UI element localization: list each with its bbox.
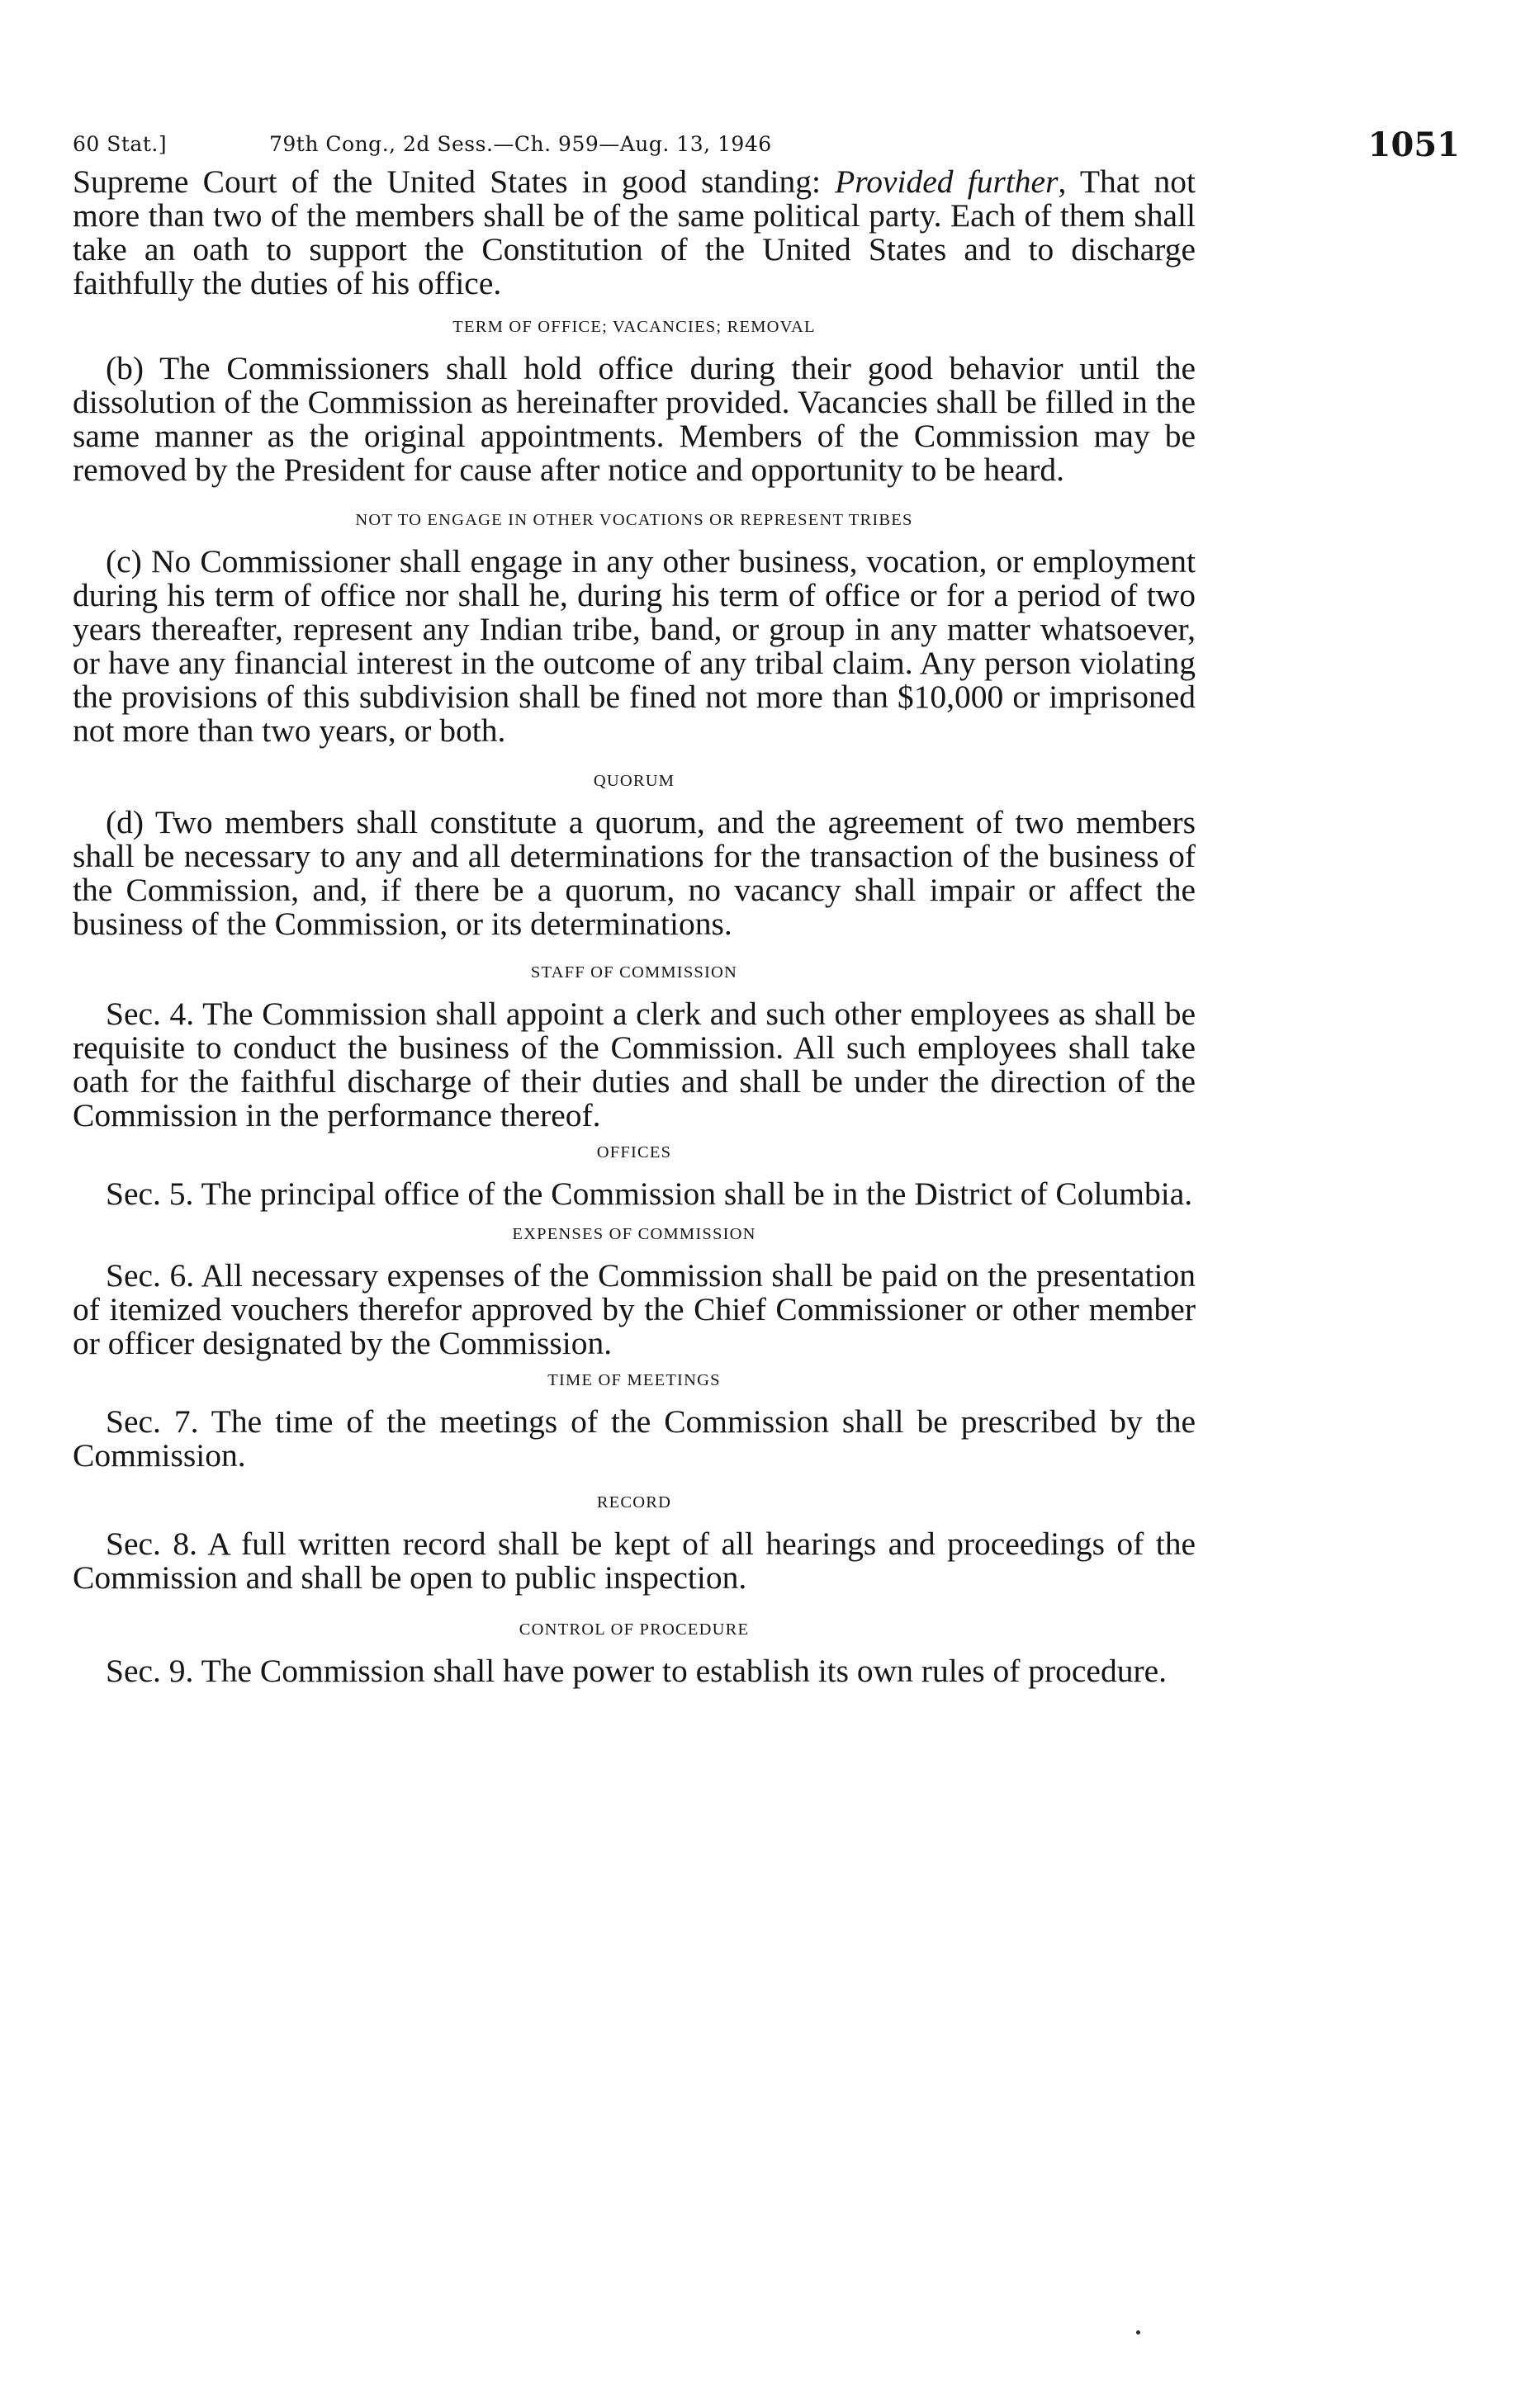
section-heading-offices: OFFICES [596, 1143, 672, 1161]
section-lead: (b) The [106, 350, 211, 386]
section-text: All necessary expenses of the Commission shall be paid on the presentation of itemized vouchers therefor approved by the Chief Commissioner or other member or officer designated by the Commission. [73, 1257, 1196, 1361]
statute-volume: 60 Stat.] [73, 132, 168, 156]
section-paragraph-sec-4 [73, 997, 1196, 1133]
section-text: members shall constitute a quorum, and the agreement of two members shall be necessary to any and all determinations for the transaction of the business of the Commission, and, if there be a quorum, no vacancy shall impair or affect the business of the Commission, or its determinations. [73, 804, 1196, 942]
section-lead: Sec. 7. [106, 1403, 199, 1440]
section-lead: Sec. 4. [106, 996, 195, 1032]
section-text: The Commission shall appoint a clerk and such other employees as shall be requisite to conduct the business of the Commission. All such employees shall take oath for the faithful discharge of their duties and shall be under the direction of the Commission in the performance thereof. [73, 996, 1196, 1133]
section-heading-quorum: QUORUM [593, 772, 675, 790]
section-text: The Commission shall have power to establish its own rules of procedure. [201, 1653, 1168, 1689]
page-number: 1051 [1367, 125, 1460, 164]
section-lead: (c) No [106, 543, 192, 580]
section-heading-term-of-office: TERM OF OFFICE; VACANCIES; REMOVAL [452, 318, 816, 336]
section-paragraph-sec-9 [73, 1654, 1196, 1688]
section-heading-meetings: TIME OF MEETINGS [547, 1371, 721, 1389]
section-text: Commissioners shall hold office during their good behavior until the dissolution of the Commission as hereinafter provided. Vacancies shall be filled in the same manner as the original appointments. Members of the Commission may be removed by the President for cause after notice and opportunity to be heard. [73, 350, 1196, 488]
section-paragraph-sec-7 [73, 1405, 1196, 1473]
statute-body [73, 165, 1196, 1688]
section-paragraph-sec-6 [73, 1259, 1196, 1360]
running-header [73, 125, 1460, 167]
section-lead: Sec. 5. [106, 1176, 194, 1212]
section-lead: Sec. 9. [106, 1653, 194, 1689]
section-heading-staff: STAFF OF COMMISSION [530, 963, 738, 982]
section-heading-record: RECORD [596, 1493, 672, 1512]
section-heading-procedure: CONTROL OF PROCEDURE [519, 1620, 750, 1639]
proviso-italic: Provided further [835, 163, 1059, 200]
section-heading-vocations: NOT TO ENGAGE IN OTHER VOCATIONS OR REPRESENT TRIBES [355, 511, 913, 529]
section-lead: (d) Two [106, 804, 213, 840]
section-paragraph-sec-5 [73, 1177, 1196, 1211]
section-text: The time of the meetings of the Commission shall be prescribed by the Commission. [73, 1403, 1196, 1474]
section-paragraph-sec-8 [73, 1527, 1196, 1595]
section-text: Commissioner shall engage in any other business, vocation, or employment during his term of office nor shall he, during his term of office or for a period of two years thereafter, represent any Indian tribe, band, or group in any matter whatsoever, or have any financial interest in the outcome of any tribal claim. Any person violating the provisions of this subdivision shall be fined not more than $10,000 or imprisoned not more than two years, or both. [73, 543, 1196, 749]
intro-text-before: Supreme Court of the United States in good standing: [73, 163, 836, 200]
section-lead: Sec. 8. [106, 1526, 197, 1562]
section-paragraph-d [73, 806, 1196, 941]
stray-ink-dot [1136, 2330, 1140, 2335]
intro-text-after: , That not more than two of the members shall be of the same political party. Each of them shall take an oath to support the Constitution of the United States and to discharge faithfully the duties of his office. [73, 163, 1196, 301]
section-paragraph-c [73, 545, 1196, 748]
section-paragraph-b [73, 352, 1196, 487]
intro-paragraph [73, 165, 1196, 300]
congress-session-citation: 79th Cong., 2d Sess.—Ch. 959—Aug. 13, 1946 [269, 132, 772, 156]
section-text: The principal office of the Commission shall be in the District of Columbia. [201, 1176, 1193, 1212]
section-lead: Sec. 6. [106, 1257, 195, 1294]
section-heading-expenses: EXPENSES OF COMMISSION [512, 1225, 756, 1243]
section-text: A full written record shall be kept of all hearings and proceedings of the Commission and shall be open to public inspection. [73, 1526, 1196, 1596]
